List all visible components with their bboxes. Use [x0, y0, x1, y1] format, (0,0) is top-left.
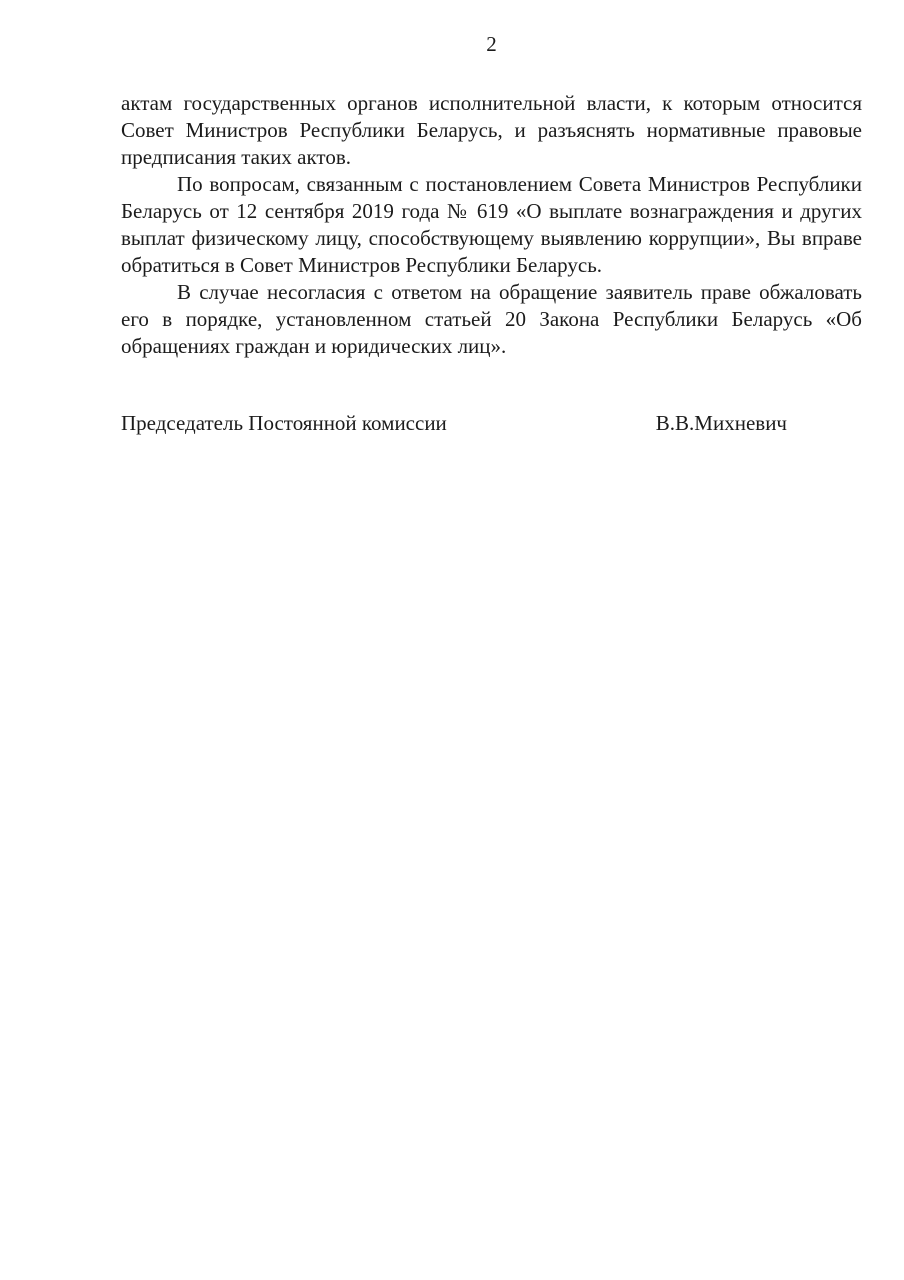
signature-title: Председатель Постоянной комиссии	[121, 411, 447, 435]
paragraph-council-resolution: По вопросам, связанным с постановлением Совета Министров Республики Беларусь от 12 сентября 2019 года № 619 «О выплате вознаграждения и других выплат физическому лицу, способствующему выявлению коррупции», Вы вправе обратиться в Совет Министров Республики Беларусь.	[121, 172, 862, 277]
page-number: 2	[486, 32, 497, 56]
document-body	[121, 90, 862, 360]
paragraph-continuation: актам государственных органов исполнительной власти, к которым относится Совет Министров Республики Беларусь, и разъяснять нормативные правовые предписания таких актов.	[121, 91, 862, 169]
signature-block	[121, 410, 862, 437]
paragraph-appeal-procedure: В случае несогласия с ответом на обращение заявитель праве обжаловать его в порядке, установленном статьей 20 Закона Республики Беларусь «Об обращениях граждан и юридических лиц».	[121, 280, 862, 358]
signature-name: В.В.Михневич	[655, 411, 787, 435]
